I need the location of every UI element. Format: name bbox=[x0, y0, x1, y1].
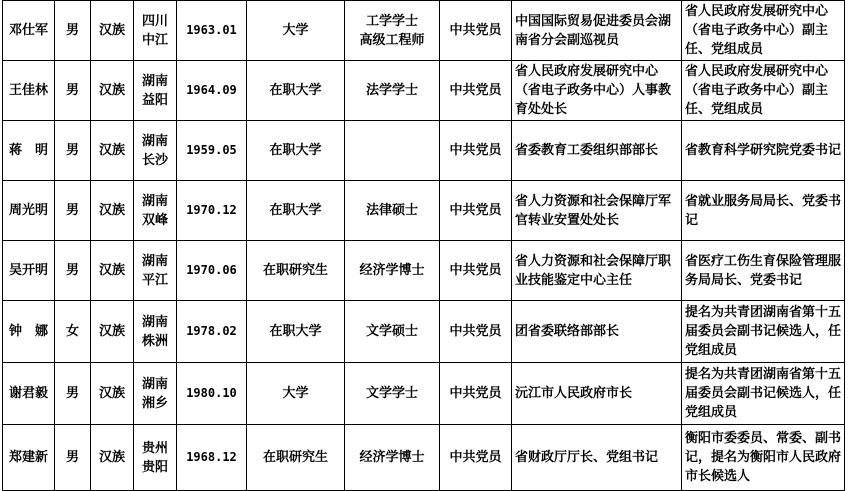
cell-ethnicity: 汉族 bbox=[91, 425, 134, 491]
cell-birth-date: 1970.12 bbox=[177, 181, 247, 241]
cell-gender: 女 bbox=[55, 301, 91, 363]
cell-ethnicity: 汉族 bbox=[91, 181, 134, 241]
cell-name: 谢君毅 bbox=[3, 363, 55, 425]
cell-degree: 文学硕士 bbox=[345, 301, 440, 363]
cell-education: 大学 bbox=[247, 363, 345, 425]
cell-degree: 法学学士 bbox=[345, 61, 440, 121]
cell-party: 中共党员 bbox=[440, 301, 512, 363]
roster-body bbox=[3, 1, 845, 491]
cell-party: 中共党员 bbox=[440, 61, 512, 121]
cell-ethnicity: 汉族 bbox=[91, 1, 134, 61]
cell-current-position: 省人民政府发展研究中心（省电子政务中心）人事教育处处长 bbox=[512, 61, 682, 121]
cell-name: 钟 娜 bbox=[3, 301, 55, 363]
cell-ethnicity: 汉族 bbox=[91, 301, 134, 363]
cell-name: 蒋 明 bbox=[3, 121, 55, 181]
cell-proposed-position: 提名为共青团湖南省第十五届委员会副书记候选人，任党组成员 bbox=[682, 301, 845, 363]
cell-degree: 经济学博士 bbox=[345, 425, 440, 491]
cell-current-position: 省人力资源和社会保障厅职业技能鉴定中心主任 bbox=[512, 241, 682, 301]
cell-education: 在职研究生 bbox=[247, 425, 345, 491]
cell-ethnicity: 汉族 bbox=[91, 121, 134, 181]
cell-birth-date: 1980.10 bbox=[177, 363, 247, 425]
cell-current-position: 省人力资源和社会保障厅军官转业安置处处长 bbox=[512, 181, 682, 241]
table-row bbox=[3, 121, 845, 181]
cell-party: 中共党员 bbox=[440, 181, 512, 241]
table-row bbox=[3, 363, 845, 425]
table-row bbox=[3, 301, 845, 363]
cell-ethnicity: 汉族 bbox=[91, 61, 134, 121]
table-row bbox=[3, 181, 845, 241]
cell-current-position: 沅江市人民政府市长 bbox=[512, 363, 682, 425]
table-row bbox=[3, 1, 845, 61]
cell-birth-date: 1964.09 bbox=[177, 61, 247, 121]
cell-gender: 男 bbox=[55, 121, 91, 181]
cell-degree: 法律硕士 bbox=[345, 181, 440, 241]
cell-degree: 工学学士 高级工程师 bbox=[345, 1, 440, 61]
cell-party: 中共党员 bbox=[440, 425, 512, 491]
cell-education: 大学 bbox=[247, 1, 345, 61]
cell-gender: 男 bbox=[55, 1, 91, 61]
cell-ethnicity: 汉族 bbox=[91, 241, 134, 301]
cell-party: 中共党员 bbox=[440, 121, 512, 181]
cell-current-position: 中国国际贸易促进委员会湖南省分会副巡视员 bbox=[512, 1, 682, 61]
cell-birth-date: 1959.05 bbox=[177, 121, 247, 181]
cell-ethnicity: 汉族 bbox=[91, 363, 134, 425]
cell-birthplace: 湖南 双峰 bbox=[134, 181, 177, 241]
cell-degree: 文学学士 bbox=[345, 363, 440, 425]
cell-birthplace: 湖南 长沙 bbox=[134, 121, 177, 181]
cell-proposed-position: 提名为共青团湖南省第十五届委员会副书记候选人，任党组成员 bbox=[682, 363, 845, 425]
cell-proposed-position: 省人民政府发展研究中心（省电子政务中心）副主任、党组成员 bbox=[682, 61, 845, 121]
cell-birth-date: 1970.06 bbox=[177, 241, 247, 301]
cell-party: 中共党员 bbox=[440, 363, 512, 425]
cell-degree: 经济学博士 bbox=[345, 241, 440, 301]
cell-birthplace: 湖南 湘乡 bbox=[134, 363, 177, 425]
cell-gender: 男 bbox=[55, 425, 91, 491]
cell-proposed-position: 省人民政府发展研究中心（省电子政务中心）副主任、党组成员 bbox=[682, 1, 845, 61]
cell-name: 郑建新 bbox=[3, 425, 55, 491]
cell-birthplace: 四川 中江 bbox=[134, 1, 177, 61]
cell-name: 周光明 bbox=[3, 181, 55, 241]
cell-education: 在职研究生 bbox=[247, 241, 345, 301]
cell-gender: 男 bbox=[55, 181, 91, 241]
cell-birthplace: 湖南 平江 bbox=[134, 241, 177, 301]
cell-education: 在职大学 bbox=[247, 301, 345, 363]
cell-party: 中共党员 bbox=[440, 241, 512, 301]
cell-name: 邓仕军 bbox=[3, 1, 55, 61]
cell-proposed-position: 省教育科学研究院党委书记 bbox=[682, 121, 845, 181]
cell-gender: 男 bbox=[55, 61, 91, 121]
cell-proposed-position: 衡阳市委委员、常委、副书记，提名为衡阳市人民政府市长候选人 bbox=[682, 425, 845, 491]
cell-birth-date: 1968.12 bbox=[177, 425, 247, 491]
cell-birth-date: 1963.01 bbox=[177, 1, 247, 61]
cell-birthplace: 湖南 益阳 bbox=[134, 61, 177, 121]
cell-party: 中共党员 bbox=[440, 1, 512, 61]
cadre-roster-table bbox=[2, 0, 845, 491]
cell-birthplace: 湖南 株洲 bbox=[134, 301, 177, 363]
cell-gender: 男 bbox=[55, 363, 91, 425]
table-row bbox=[3, 61, 845, 121]
cell-proposed-position: 省就业服务局局长、党委书记 bbox=[682, 181, 845, 241]
cell-current-position: 省财政厅厅长、党组书记 bbox=[512, 425, 682, 491]
cell-birthplace: 贵州 贵阳 bbox=[134, 425, 177, 491]
cell-current-position: 团省委联络部部长 bbox=[512, 301, 682, 363]
cell-birth-date: 1978.02 bbox=[177, 301, 247, 363]
cell-name: 吴开明 bbox=[3, 241, 55, 301]
cell-education: 在职大学 bbox=[247, 121, 345, 181]
cell-education: 在职大学 bbox=[247, 61, 345, 121]
cell-degree bbox=[345, 121, 440, 181]
cell-name: 王佳林 bbox=[3, 61, 55, 121]
table-row bbox=[3, 425, 845, 491]
cell-education: 在职大学 bbox=[247, 181, 345, 241]
cell-proposed-position: 省医疗工伤生育保险管理服务局局长、党委书记 bbox=[682, 241, 845, 301]
cell-current-position: 省委教育工委组织部部长 bbox=[512, 121, 682, 181]
cell-gender: 男 bbox=[55, 241, 91, 301]
table-row bbox=[3, 241, 845, 301]
